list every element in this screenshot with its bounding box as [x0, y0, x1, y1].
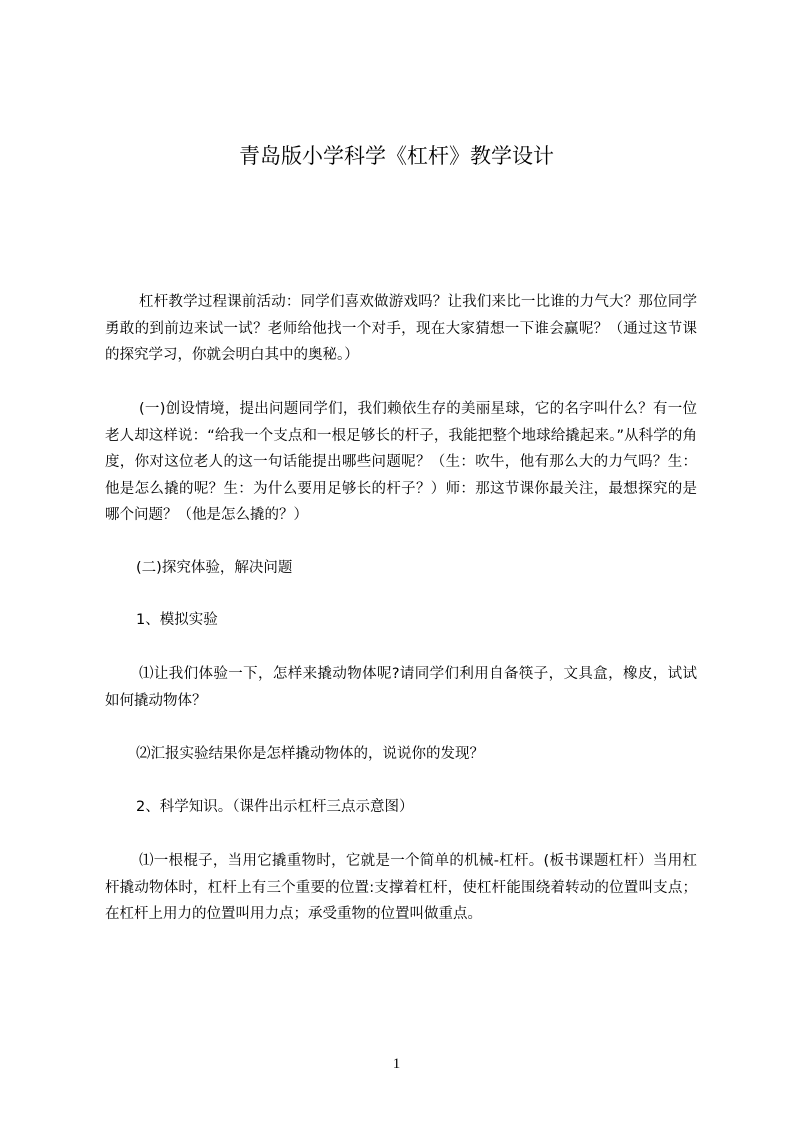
paragraph-lever-definition: ⑴一根棍子，当用它撬重物时，它就是一个简单的机械-杠杆。(板书课题杠杆）当用杠杆撬动物体时，杠杆上有三个重要的位置:支撑着杠杆，使杠杆能围绕着转动的位置叫支点；在杠杆上用力的位置叫用力点；承受重物的位置叫做重点。 — [105, 853, 697, 922]
paragraph-section-one: (一)创设情境，提出问题同学们，我们赖依生存的美丽星球，它的名字叫什么？有一位老人却这样说：“给我一个支点和一根足够长的杆子，我能把整个地球给撬起来。”从科学的角度，你对这位老人的这一句话能提出哪些问题呢？（生：吹牛，他有那么大的力气吗？生：他是怎么撬的呢？生：为什么要用足够长的杆子？）师：那这节课你最关注，最想探究的是哪个问题？（他是怎么撬的？） — [105, 401, 697, 523]
document-title: 青岛版小学科学《杠杆》教学设计 — [239, 144, 554, 168]
paragraph-simulation-heading: 1、模拟实验 — [136, 612, 218, 628]
paragraph-pre-class-activity: 杠杆教学过程课前活动：同学们喜欢做游戏吗？让我们来比一比谁的力气大？那位同学勇敢的到前边来试一试？老师给他找一个对手，现在大家猜想一下谁会赢呢？（通过这节课的探究学习，你就会明白其中的奥秘。） — [105, 294, 697, 363]
paragraph-science-knowledge-heading: 2、科学知识。（课件出示杠杆三点示意图） — [136, 799, 414, 815]
paragraph-step-one: ⑴让我们体验一下，怎样来撬动物体呢?请同学们利用自备筷子，文具盒，橡皮，试试如何撬动物体？ — [105, 666, 697, 709]
page-number: 1 — [392, 1056, 401, 1072]
paragraph-step-two: ⑵汇报实验结果你是怎样撬动物体的，说说你的发现？ — [136, 746, 484, 762]
paragraph-section-two-heading: (二)探究体验，解决问题 — [136, 560, 293, 576]
